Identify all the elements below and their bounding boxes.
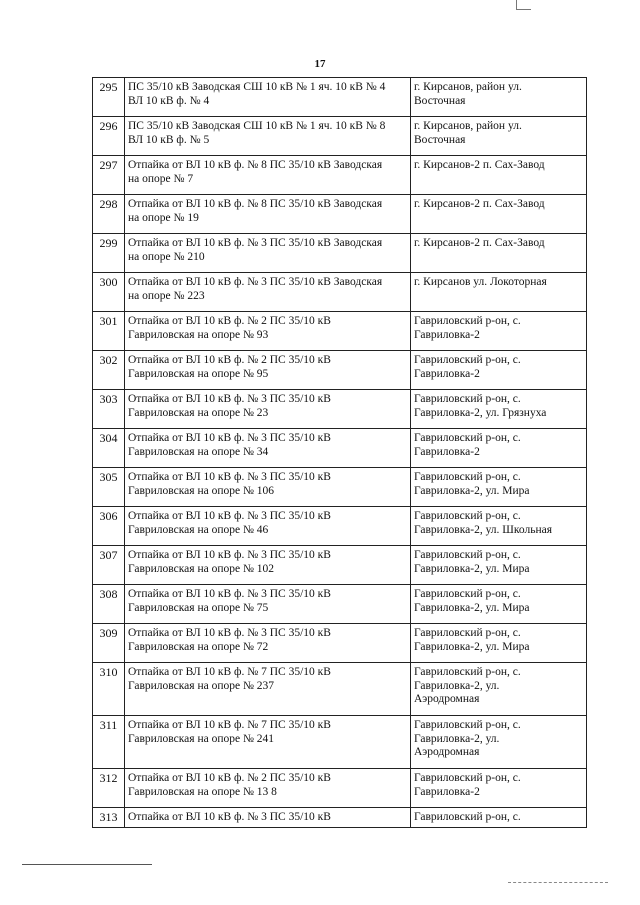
footer-rule-left xyxy=(22,864,152,865)
location-cell: г. Кирсанов-2 п. Сах-Завод xyxy=(411,195,587,234)
object-cell: Отпайка от ВЛ 10 кВ ф. № 3 ПС 35/10 кВ xyxy=(125,808,411,828)
table-row xyxy=(93,78,587,117)
object-cell: Отпайка от ВЛ 10 кВ ф. № 2 ПС 35/10 кВ Гавриловская на опоре № 95 xyxy=(125,351,411,390)
location-cell: Гавриловский р-он, с. Гавриловка-2 xyxy=(411,429,587,468)
object-cell: Отпайка от ВЛ 10 кВ ф. № 3 ПС 35/10 кВ Гавриловская на опоре № 23 xyxy=(125,390,411,429)
object-cell: ПС 35/10 кВ Заводская СШ 10 кВ № 1 яч. 10 кВ № 4 ВЛ 10 кВ ф. № 4 xyxy=(125,78,411,117)
table-row xyxy=(93,468,587,507)
object-cell: Отпайка от ВЛ 10 кВ ф. № 3 ПС 35/10 кВ Гавриловская на опоре № 72 xyxy=(125,624,411,663)
object-cell: Отпайка от ВЛ 10 кВ ф. № 3 ПС 35/10 кВ Заводская на опоре № 210 xyxy=(125,234,411,273)
location-cell: Гавриловский р-он, с. Гавриловка-2 xyxy=(411,769,587,808)
row-number-cell: 302 xyxy=(93,351,125,390)
row-number-cell: 303 xyxy=(93,390,125,429)
object-cell: Отпайка от ВЛ 10 кВ ф. № 8 ПС 35/10 кВ Заводская на опоре № 7 xyxy=(125,156,411,195)
table-row xyxy=(93,351,587,390)
table-row xyxy=(93,808,587,828)
location-cell: г. Кирсанов, район ул. Восточная xyxy=(411,117,587,156)
row-number-cell: 299 xyxy=(93,234,125,273)
location-cell: Гавриловский р-он, с. Гавриловка-2, ул. Мира xyxy=(411,585,587,624)
table-row xyxy=(93,195,587,234)
footer-rule-right xyxy=(508,882,608,883)
location-cell: г. Кирсанов-2 п. Сах-Завод xyxy=(411,234,587,273)
row-number-cell: 313 xyxy=(93,808,125,828)
location-cell: Гавриловский р-он, с. Гавриловка-2, ул. Грязнуха xyxy=(411,390,587,429)
location-cell: Гавриловский р-он, с. Гавриловка-2, ул. Школьная xyxy=(411,507,587,546)
object-cell: Отпайка от ВЛ 10 кВ ф. № 3 ПС 35/10 кВ Гавриловская на опоре № 106 xyxy=(125,468,411,507)
table-row xyxy=(93,156,587,195)
object-cell: Отпайка от ВЛ 10 кВ ф. № 3 ПС 35/10 кВ Гавриловская на опоре № 102 xyxy=(125,546,411,585)
row-number-cell: 306 xyxy=(93,507,125,546)
location-cell: г. Кирсанов-2 п. Сах-Завод xyxy=(411,156,587,195)
location-cell: Гавриловский р-он, с. Гавриловка-2, ул. Мира xyxy=(411,468,587,507)
page-number: 17 xyxy=(314,58,326,70)
table-row xyxy=(93,585,587,624)
table-row xyxy=(93,273,587,312)
row-number-cell: 300 xyxy=(93,273,125,312)
table-row xyxy=(93,390,587,429)
row-number-cell: 312 xyxy=(93,769,125,808)
row-number-cell: 297 xyxy=(93,156,125,195)
table-row xyxy=(93,312,587,351)
location-cell: Гавриловский р-он, с. Гавриловка-2, ул. Мира xyxy=(411,624,587,663)
registry-table xyxy=(92,77,587,828)
object-cell: Отпайка от ВЛ 10 кВ ф. № 3 ПС 35/10 кВ Заводская на опоре № 223 xyxy=(125,273,411,312)
object-cell: Отпайка от ВЛ 10 кВ ф. № 8 ПС 35/10 кВ Заводская на опоре № 19 xyxy=(125,195,411,234)
row-number-cell: 301 xyxy=(93,312,125,351)
table-row xyxy=(93,429,587,468)
location-cell: Гавриловский р-он, с. Гавриловка-2, ул. Аэродромная xyxy=(411,663,587,716)
object-cell: Отпайка от ВЛ 10 кВ ф. № 3 ПС 35/10 кВ Гавриловская на опоре № 46 xyxy=(125,507,411,546)
row-number-cell: 311 xyxy=(93,716,125,769)
table-row xyxy=(93,769,587,808)
row-number-cell: 310 xyxy=(93,663,125,716)
table-row xyxy=(93,507,587,546)
object-cell: Отпайка от ВЛ 10 кВ ф. № 7 ПС 35/10 кВ Гавриловская на опоре № 237 xyxy=(125,663,411,716)
object-cell: Отпайка от ВЛ 10 кВ ф. № 7 ПС 35/10 кВ Гавриловская на опоре № 241 xyxy=(125,716,411,769)
object-cell: Отпайка от ВЛ 10 кВ ф. № 3 ПС 35/10 кВ Гавриловская на опоре № 34 xyxy=(125,429,411,468)
location-cell: Гавриловский р-он, с. Гавриловка-2, ул. Мира xyxy=(411,546,587,585)
table-row xyxy=(93,624,587,663)
object-cell: Отпайка от ВЛ 10 кВ ф. № 2 ПС 35/10 кВ Гавриловская на опоре № 13 8 xyxy=(125,769,411,808)
table-row xyxy=(93,546,587,585)
scan-corner-mark xyxy=(516,0,531,10)
table-row xyxy=(93,716,587,769)
table-row xyxy=(93,663,587,716)
location-cell: г. Кирсанов, район ул. Восточная xyxy=(411,78,587,117)
registry-table-body xyxy=(93,78,587,828)
location-cell: Гавриловский р-он, с. Гавриловка-2 xyxy=(411,351,587,390)
object-cell: ПС 35/10 кВ Заводская СШ 10 кВ № 1 яч. 10 кВ № 8 ВЛ 10 кВ ф. № 5 xyxy=(125,117,411,156)
location-cell: Гавриловский р-он, с. Гавриловка-2 xyxy=(411,312,587,351)
row-number-cell: 305 xyxy=(93,468,125,507)
row-number-cell: 307 xyxy=(93,546,125,585)
location-cell: Гавриловский р-он, с. Гавриловка-2, ул. Аэродромная xyxy=(411,716,587,769)
row-number-cell: 309 xyxy=(93,624,125,663)
row-number-cell: 308 xyxy=(93,585,125,624)
row-number-cell: 304 xyxy=(93,429,125,468)
object-cell: Отпайка от ВЛ 10 кВ ф. № 3 ПС 35/10 кВ Гавриловская на опоре № 75 xyxy=(125,585,411,624)
location-cell: г. Кирсанов ул. Локоторная xyxy=(411,273,587,312)
row-number-cell: 298 xyxy=(93,195,125,234)
table-row xyxy=(93,234,587,273)
location-cell: Гавриловский р-он, с. xyxy=(411,808,587,828)
table-row xyxy=(93,117,587,156)
row-number-cell: 296 xyxy=(93,117,125,156)
object-cell: Отпайка от ВЛ 10 кВ ф. № 2 ПС 35/10 кВ Гавриловская на опоре № 93 xyxy=(125,312,411,351)
row-number-cell: 295 xyxy=(93,78,125,117)
